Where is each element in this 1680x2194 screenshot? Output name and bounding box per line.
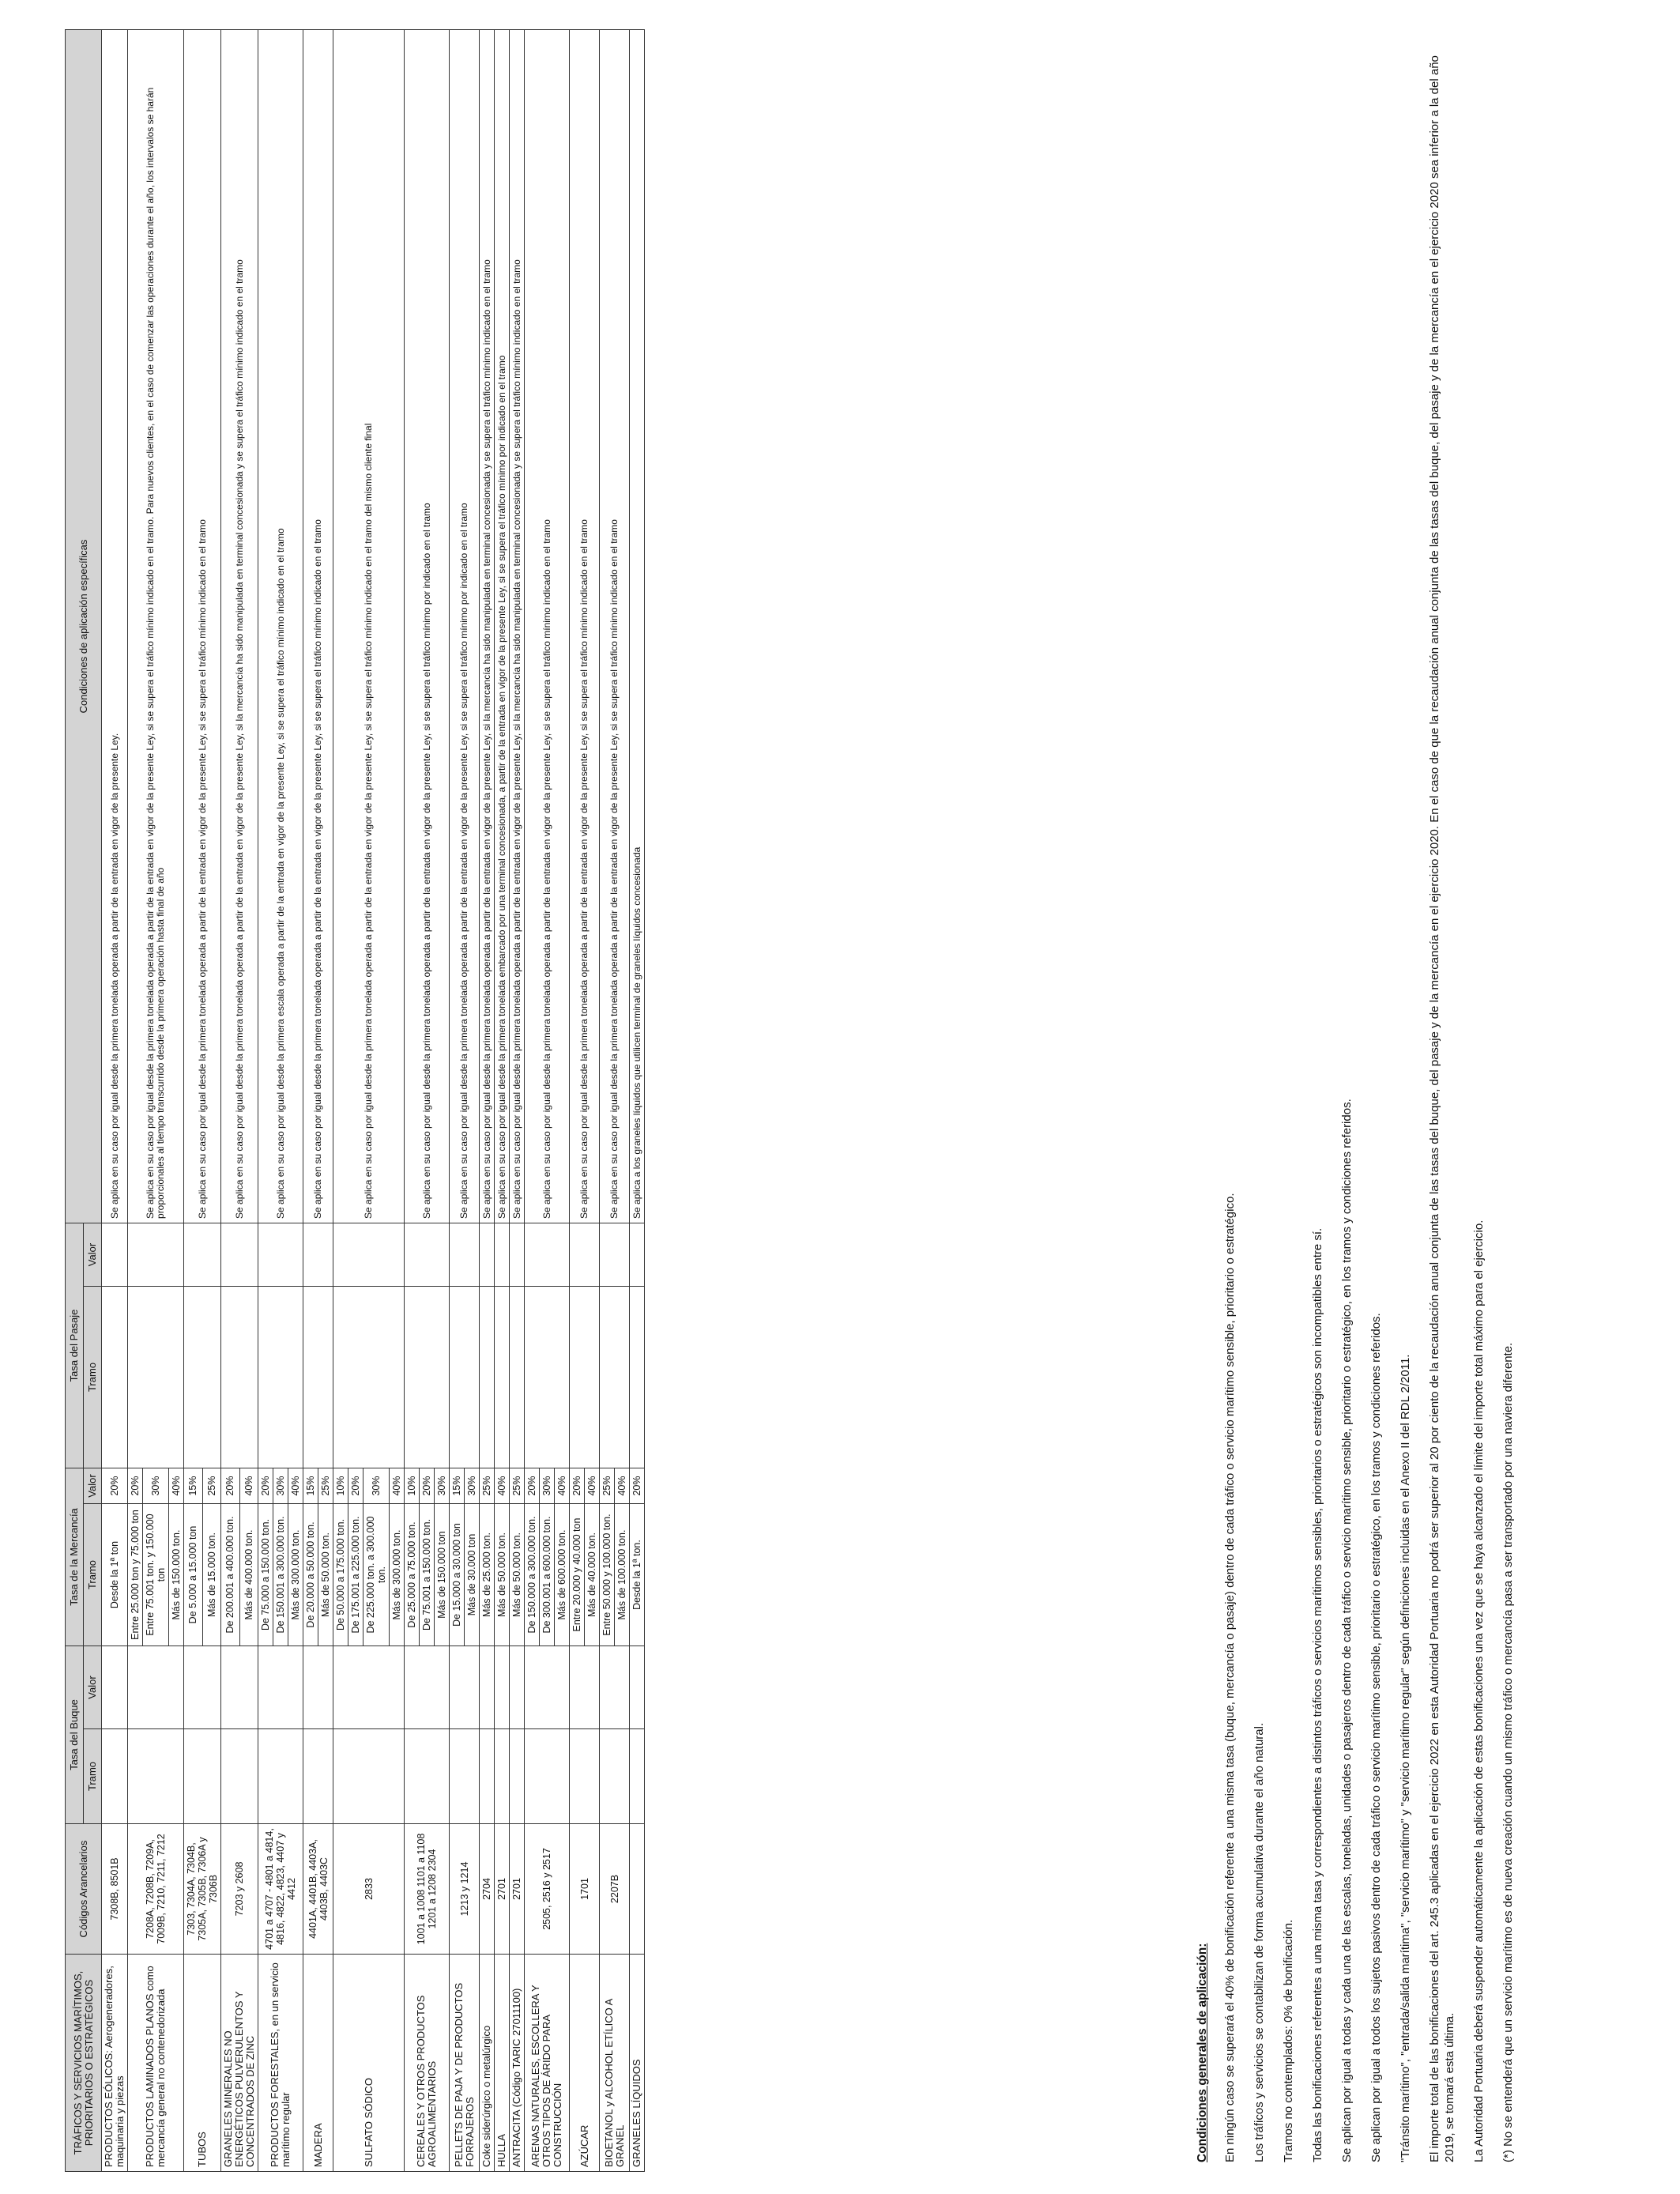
goods-tramo: Más de 50.000 ton. — [495, 1504, 510, 1646]
goods-valor: 25% — [600, 1468, 615, 1503]
goods-tramo: De 75.001 a 150.000 ton. — [420, 1504, 435, 1646]
ship-valor-cell — [495, 1646, 510, 1729]
specific-conditions: Se aplica en su caso por igual desde la primera tonelada operada a partir de la entrada en vigor de la presente Ley, si se supera el tráfico mínimo indicado en el tramo. Para nuevos clientes, en el caso de comenzar las operaciones durante el año, los intervalos se harán proporcionales al tiempo transcurrido desde la primera operación hasta final de año — [128, 29, 184, 1223]
goods-valor: 30% — [273, 1468, 288, 1503]
ship-tramo-cell — [495, 1729, 510, 1824]
goods-valor: 30% — [143, 1468, 169, 1503]
ship-valor-cell — [570, 1646, 600, 1729]
goods-tramo: Más de 150.000 ton. — [169, 1504, 184, 1646]
general-condition-item: Tramos no contemplados: 0% de bonificación. — [1282, 1919, 1295, 2162]
tariff-codes: 2704 — [480, 1824, 495, 1955]
goods-tramo: Desde la 1ª ton — [102, 1504, 128, 1646]
tariff-codes: 2701 — [495, 1824, 510, 1955]
table-row — [258, 29, 273, 2171]
goods-valor: 10% — [333, 1468, 348, 1503]
passage-tramo-cell — [480, 1286, 495, 1468]
specific-conditions: Se aplica en su caso por igual desde la primera tonelada operada a partir de la entrada en vigor de la presente Ley, si se supera el tráfico mínimo indicado en el tramo — [184, 29, 221, 1223]
table-row — [600, 29, 615, 2171]
specific-conditions: Se aplica en su caso por igual desde la primera tonelada operada a partir de la entrada en vigor de la presente Ley. — [102, 29, 128, 1223]
traffic-name: PELLETS DE PAJA Y DE PRODUCTOS FORRAJEROS — [450, 1955, 480, 2172]
ship-valor-cell — [630, 1646, 645, 1729]
ship-tramo-cell — [600, 1729, 630, 1824]
ship-valor-cell — [128, 1646, 184, 1729]
general-condition-item: Se aplican por igual a todas y cada una de las escalas, toneladas, unidades o pasajeros dentro de cada tráfico o servicio marítimo sensible, prioritario o estratégico, en los tramos y condiciones referidos. — [1340, 1099, 1354, 2162]
ship-tramo-cell — [258, 1729, 303, 1824]
passage-valor-cell — [525, 1223, 570, 1286]
goods-valor: 25% — [318, 1468, 333, 1503]
table-row — [495, 29, 510, 2171]
traffic-name: PRODUCTOS FORESTALES, en un servicio marítimo regular — [258, 1955, 303, 2172]
goods-valor: 15% — [450, 1468, 465, 1503]
passage-tramo-cell — [303, 1286, 333, 1468]
general-conditions-heading: Condiciones generales de aplicación: — [1196, 1943, 1209, 2162]
specific-conditions: Se aplica en su caso por igual desde la primera tonelada operada a partir de la entrada en vigor de la presente Ley, si se supera el tráfico mínimo indicado en el tramo — [570, 29, 600, 1223]
goods-valor: 40% — [495, 1468, 510, 1503]
goods-valor: 40% — [169, 1468, 184, 1503]
goods-tramo: De 225.000 ton. a 300.000 ton. — [363, 1504, 390, 1646]
goods-tramo: Entre 25.000 ton y 75.000 ton — [128, 1504, 143, 1646]
passage-tramo-cell — [510, 1286, 525, 1468]
goods-tramo: De 150.001 a 300.000 ton. — [273, 1504, 288, 1646]
goods-valor: 20% — [348, 1468, 363, 1503]
goods-valor: 30% — [363, 1468, 390, 1503]
passage-tramo-cell — [600, 1286, 630, 1468]
ship-valor-cell — [258, 1646, 303, 1729]
goods-tramo: De 25.000 a 75.000 ton. — [405, 1504, 420, 1646]
ship-tramo-cell — [405, 1729, 450, 1824]
traffic-name: ANTRACITA (Código TARIC 27011100) — [510, 1955, 525, 2172]
tariff-codes: 2701 — [510, 1824, 525, 1955]
passage-valor-cell — [303, 1223, 333, 1286]
traffic-name: TUBOS — [184, 1955, 221, 2172]
traffic-name: PRODUCTOS LAMINADOS PLANOS como mercancía general no contenedorizada — [128, 1955, 184, 2172]
header-traffic: TRÁFICOS Y SERVICIOS MARÍTIMOS, PRIORITARIOS O ESTRATÉGICOS — [66, 1955, 102, 2172]
passage-tramo-cell — [258, 1286, 303, 1468]
passage-valor-cell — [600, 1223, 630, 1286]
goods-tramo: Más de 150.000 ton — [435, 1504, 450, 1646]
ship-tramo-cell — [630, 1729, 645, 1824]
traffic-name: Coke siderúrgico o metalúrgico — [480, 1955, 495, 2172]
passage-tramo-cell — [102, 1286, 128, 1468]
header-ship-rate: Tasa del Buque — [66, 1646, 84, 1824]
passage-valor-cell — [258, 1223, 303, 1286]
ship-valor-cell — [525, 1646, 570, 1729]
goods-tramo: De 175.001 a 225.000 ton. — [348, 1504, 363, 1646]
table-body — [102, 29, 645, 2171]
traffic-name: BIOETANOL y ALCOHOL ETÍLICO A GRANEL — [600, 1955, 630, 2172]
tariff-codes: 4701 a 4707 - 4801 a 4814, 4816, 4822, 4823, 4407 y 4412 — [258, 1824, 303, 1955]
ship-tramo-cell — [303, 1729, 333, 1824]
goods-tramo: De 20.000 a 50.000 ton. — [303, 1504, 318, 1646]
specific-conditions: Se aplica en su caso por igual desde la primera tonelada operada a partir de la entrada en vigor de la presente Ley, si la mercancía ha sido manipulada en terminal concesionada y se supera el tráfico mínimo indicado en el tramo — [510, 29, 525, 1223]
ship-valor-cell — [303, 1646, 333, 1729]
table-row — [128, 29, 143, 2171]
ship-valor-cell — [333, 1646, 405, 1729]
goods-valor: 20% — [258, 1468, 273, 1503]
goods-tramo: Más de 400.000 ton. — [239, 1504, 258, 1646]
passage-valor-cell — [405, 1223, 450, 1286]
traffic-name: AZÚCAR — [570, 1955, 600, 2172]
goods-valor: 25% — [480, 1468, 495, 1503]
ship-valor-cell — [102, 1646, 128, 1729]
traffic-name: ARENAS NATURALES, ESCOLLERA Y OTROS TIPOS DE ÁRIDO PARA CONSTRUCCIÓN — [525, 1955, 570, 2172]
goods-tramo: De 50.000 a 175.000 ton. — [333, 1504, 348, 1646]
goods-tramo: Más de 50.000 ton. — [510, 1504, 525, 1646]
ship-tramo-cell — [102, 1729, 128, 1824]
passage-tramo-cell — [450, 1286, 480, 1468]
ship-valor-cell — [405, 1646, 450, 1729]
passage-tramo-cell — [570, 1286, 600, 1468]
header-passage-rate: Tasa del Pasaje — [66, 1223, 84, 1468]
ship-tramo-cell — [184, 1729, 221, 1824]
goods-valor: 20% — [420, 1468, 435, 1503]
specific-conditions: Se aplica en su caso por igual desde la primera tonelada operada a partir de la entrada en vigor de la presente Ley, si la mercancía ha sido manipulada en terminal concesionada y se supera el tráfico mínimo indicado en el tramo — [221, 29, 258, 1223]
ship-valor-cell — [510, 1646, 525, 1729]
goods-valor: 20% — [630, 1468, 645, 1503]
table-row — [102, 29, 128, 2171]
passage-valor-cell — [510, 1223, 525, 1286]
ship-valor-cell — [600, 1646, 630, 1729]
tariff-codes: 7203 y 2608 — [221, 1824, 258, 1955]
general-condition-item: "Tránsito marítimo", "entrada/salida marítima", "servicio marítimo" y "servicio marítimo regular" según definiciones incluidas en el Anexo II del RDL 2/2011. — [1399, 1354, 1412, 2162]
goods-tramo: Más de 300.000 ton. — [390, 1504, 405, 1646]
general-condition-item: Se aplican por igual a todos los sujetos pasivos dentro de cada tráfico o servicio marítimo sensible, prioritario o estratégico, en los tramos y condiciones referidos. — [1369, 1313, 1383, 2162]
table-row — [333, 29, 348, 2171]
table-row — [221, 29, 240, 2171]
ship-tramo-cell — [221, 1729, 258, 1824]
goods-tramo: Más de 15.000 ton. — [202, 1504, 221, 1646]
goods-tramo: Más de 40.000 ton. — [585, 1504, 600, 1646]
passage-valor-cell — [450, 1223, 480, 1286]
goods-tramo: Más de 600.000 ton. — [555, 1504, 570, 1646]
ship-valor-cell — [480, 1646, 495, 1729]
goods-tramo: Más de 100.000 ton. — [615, 1504, 630, 1646]
passage-valor-cell — [221, 1223, 258, 1286]
traffic-name: GRANELES LÍQUIDOS — [630, 1955, 645, 2172]
passage-valor-cell — [102, 1223, 128, 1286]
passage-valor-cell — [495, 1223, 510, 1286]
specific-conditions: Se aplica en su caso por igual desde la primera tonelada operada a partir de la entrada en vigor de la presente Ley, si se supera el tráfico mínimo indicado en el tramo — [600, 29, 630, 1223]
goods-valor: 40% — [390, 1468, 405, 1503]
specific-conditions: Se aplica en su caso por igual desde la primera tonelada operada a partir de la entrada en vigor de la presente Ley, si se supera el tráfico mínimo indicado en el tramo — [303, 29, 333, 1223]
passage-tramo-cell — [333, 1286, 405, 1468]
ship-tramo-cell — [480, 1729, 495, 1824]
general-condition-item: El importe total de las bonificaciones del art. 245.3 aplicadas en el ejercicio 2022 en esta Autoridad Portuaria no podrá ser superior al 20 por ciento de la recaudación anual conjunta de las tasas del buque, del pasaje y de la mercancía en el ejercicio 2020. En el caso de que la recaudación anual conjunta de las tasas del buque, del pasaje y de la mercancía en el ejercicio 2020 sea inferior a la del año 2019, se tomará esta última. — [1428, 55, 1456, 2162]
tariff-codes: 7208A, 7208B, 7209A, 7009B, 7210, 7211, 7212 — [128, 1824, 184, 1955]
tariff-codes: 1213 y 1214 — [450, 1824, 480, 1955]
goods-valor: 15% — [303, 1468, 318, 1503]
goods-tramo: De 150.000 a 300.000 ton. — [525, 1504, 540, 1646]
tariff-codes — [630, 1824, 645, 1955]
header-passage-valor: Valor — [84, 1223, 102, 1286]
goods-tramo: De 200.001 a 400.000 ton. — [221, 1504, 240, 1646]
table-row — [184, 29, 203, 2171]
goods-tramo: De 300.001 a 600.000 ton. — [540, 1504, 555, 1646]
traffic-name: PRODUCTOS EÓLICOS: Aerogeneradores, maquinaria y piezas — [102, 1955, 128, 2172]
goods-tramo: Entre 50.000 y 100.000 ton. — [600, 1504, 615, 1646]
specific-conditions: Se aplica en su caso por igual desde la primera tonelada operada a partir de la entrada en vigor de la presente Ley, si se supera el tráfico mínimo por indicado en el tramo — [450, 29, 480, 1223]
ship-tramo-cell — [333, 1729, 405, 1824]
goods-valor: 30% — [435, 1468, 450, 1503]
passage-valor-cell — [184, 1223, 221, 1286]
passage-valor-cell — [333, 1223, 405, 1286]
passage-tramo-cell — [405, 1286, 450, 1468]
header-passage-tramo: Tramo — [84, 1286, 102, 1468]
goods-valor: 10% — [405, 1468, 420, 1503]
specific-conditions: Se aplica en su caso por igual desde la primera tonelada embarcado por una terminal concesionada, a partir de la entrada en vigor de la presente Ley, si se supera el tráfico mínimo por indicado en el tramo — [495, 29, 510, 1223]
passage-valor-cell — [480, 1223, 495, 1286]
goods-valor: 30% — [540, 1468, 555, 1503]
general-condition-item: En ningún caso se superará el 40% de bonificación referente a una misma tasa (buque, mercancía o pasaje) dentro de cada tráfico o servicio marítimo sensible, prioritario o estratégico. — [1223, 1193, 1237, 2162]
goods-valor: 40% — [239, 1468, 258, 1503]
passage-tramo-cell — [525, 1286, 570, 1468]
table-row — [570, 29, 585, 2171]
tariff-codes: 2505, 2516 y 2517 — [525, 1824, 570, 1955]
ship-valor-cell — [450, 1646, 480, 1729]
general-conditions — [1195, 28, 1530, 2162]
goods-valor: 20% — [128, 1468, 143, 1503]
goods-tramo: Entre 20.000 y 40.000 ton — [570, 1504, 585, 1646]
ship-tramo-cell — [450, 1729, 480, 1824]
tariff-codes: 7303, 7304A, 7304B, 7305A, 7305B, 7306A y 7306B — [184, 1824, 221, 1955]
header-goods-rate: Tasa de la Mercancía — [66, 1468, 84, 1646]
goods-tramo: De 15.000 a 30.000 ton — [450, 1504, 465, 1646]
goods-tramo: De 5.000 a 15.000 ton — [184, 1504, 203, 1646]
general-conditions-list — [1222, 28, 1516, 2162]
goods-valor: 40% — [288, 1468, 303, 1503]
ship-tramo-cell — [510, 1729, 525, 1824]
header-goods-valor: Valor — [84, 1468, 102, 1503]
traffic-name: CEREALES Y OTROS PRODUCTOS AGROALIMENTARIOS — [405, 1955, 450, 2172]
passage-tramo-cell — [184, 1286, 221, 1468]
general-condition-item: La Autoridad Portuaria deberá suspender automáticamente la aplicación de estas bonificaciones una vez que se haya alcanzado el límite del importe total máximo para el ejercicio. — [1472, 1220, 1486, 2162]
passage-tramo-cell — [128, 1286, 184, 1468]
general-condition-item: (*) No se entenderá que un servicio marítimo es de nueva creación cuando un mismo tráfico o mercancía pasa a ser transportado por una naviera diferente. — [1501, 1342, 1515, 2162]
bonification-table — [65, 29, 645, 2172]
goods-tramo: Entre 75.001 ton. y 150.000 ton — [143, 1504, 169, 1646]
goods-tramo: Más de 30.000 ton — [465, 1504, 480, 1646]
header-ship-tramo: Tramo — [84, 1729, 102, 1824]
general-condition-item: Los tráficos y servicios se contabilizan de forma acumulativa durante el año natural. — [1252, 1722, 1266, 2162]
header-codes: Códigos Arancelarios — [66, 1824, 102, 1955]
tariff-codes: 7308B, 8501B — [102, 1824, 128, 1955]
goods-valor: 15% — [184, 1468, 203, 1503]
goods-valor: 40% — [585, 1468, 600, 1503]
general-condition-item: Todas las bonificaciones referentes a una misma tasa y correspondientes a distintos tráficos o servicios marítimos sensibles, prioritarios o estratégicos son incompatibles entre sí. — [1311, 1227, 1324, 2162]
goods-valor: 40% — [615, 1468, 630, 1503]
passage-tramo-cell — [221, 1286, 258, 1468]
traffic-name: MADERA — [303, 1955, 333, 2172]
ship-valor-cell — [221, 1646, 258, 1729]
passage-tramo-cell — [630, 1286, 645, 1468]
goods-valor: 20% — [525, 1468, 540, 1503]
goods-valor: 40% — [555, 1468, 570, 1503]
specific-conditions: Se aplica en su caso por igual desde la primera tonelada operada a partir de la entrada en vigor de la presente Ley, si se supera el tráfico mínimo indicado en el tramo — [525, 29, 570, 1223]
goods-valor: 25% — [202, 1468, 221, 1503]
header-goods-tramo: Tramo — [84, 1504, 102, 1646]
ship-tramo-cell — [128, 1729, 184, 1824]
ship-valor-cell — [184, 1646, 221, 1729]
goods-tramo: De 75.000 a 150.000 ton. — [258, 1504, 273, 1646]
specific-conditions: Se aplica en su caso por igual desde la primera escala operada a partir de la entrada en vigor de la presente Ley, si se supera el tráfico mínimo indicado en el tramo — [258, 29, 303, 1223]
passage-valor-cell — [630, 1223, 645, 1286]
ship-tramo-cell — [570, 1729, 600, 1824]
traffic-name: SULFATO SÓDICO — [333, 1955, 405, 2172]
passage-valor-cell — [570, 1223, 600, 1286]
table-row — [480, 29, 495, 2171]
tariff-codes: 2833 — [333, 1824, 405, 1955]
table-row — [630, 29, 645, 2171]
traffic-name: HULLA — [495, 1955, 510, 2172]
tariff-codes: 1701 — [570, 1824, 600, 1955]
specific-conditions: Se aplica en su caso por igual desde la primera tonelada operada a partir de la entrada en vigor de la presente Ley, si se supera el tráfico mínimo por indicado en el tramo — [405, 29, 450, 1223]
goods-valor: 20% — [221, 1468, 240, 1503]
specific-conditions: Se aplica en su caso por igual desde la primera tonelada operada a partir de la entrada en vigor de la presente Ley, si la mercancía ha sido manipulada en terminal concesionada y se supera el tráfico mínimo indicado en el tramo — [480, 29, 495, 1223]
header-conditions: Condiciones de aplicación específicas — [66, 29, 102, 1223]
goods-tramo: Más de 25.000 ton. — [480, 1504, 495, 1646]
table-row — [405, 29, 420, 2171]
tariff-codes: 1001 a 1008 1101 a 1108 1201 a 1208 2304 — [405, 1824, 450, 1955]
tariff-codes: 2207B — [600, 1824, 630, 1955]
goods-valor: 30% — [465, 1468, 480, 1503]
passage-tramo-cell — [495, 1286, 510, 1468]
tariff-codes: 4401A, 4401B, 4403A, 4403B, 4403C — [303, 1824, 333, 1955]
traffic-name: GRANELES MINERALES NO ENERGÉTICOS PULVERULENTOS Y CONCENTRADOS DE ZINC — [221, 1955, 258, 2172]
specific-conditions: Se aplica en su caso por igual desde la primera tonelada operada a partir de la entrada en vigor de la presente Ley, si se supera el tráfico mínimo indicado en el tramo del mismo cliente final — [333, 29, 405, 1223]
table-row — [510, 29, 525, 2171]
ship-tramo-cell — [525, 1729, 570, 1824]
goods-valor: 25% — [510, 1468, 525, 1503]
passage-valor-cell — [128, 1223, 184, 1286]
table-row — [525, 29, 540, 2171]
goods-tramo: Más de 300.000 ton. — [288, 1504, 303, 1646]
goods-valor: 20% — [570, 1468, 585, 1503]
goods-tramo: Más de 50.000 ton. — [318, 1504, 333, 1646]
goods-valor: 20% — [102, 1468, 128, 1503]
table-row — [303, 29, 318, 2171]
table-row — [450, 29, 465, 2171]
header-ship-valor: Valor — [84, 1646, 102, 1729]
goods-tramo: Desde la 1ª ton. — [630, 1504, 645, 1646]
specific-conditions: Se aplica a los graneles líquidos que utilicen terminal de graneles líquidos concesionada — [630, 29, 645, 1223]
